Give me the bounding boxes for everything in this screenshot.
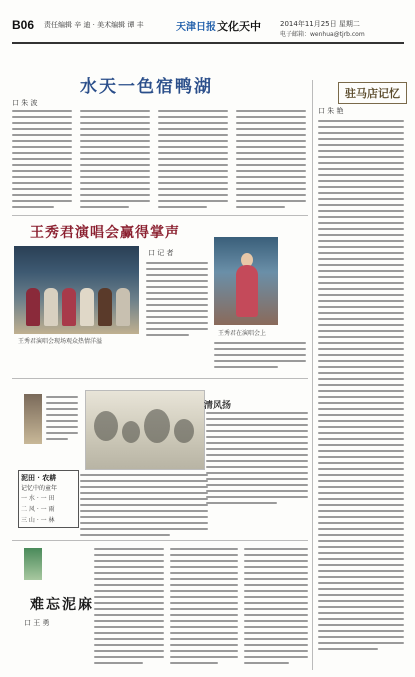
section-title: 文化天中 <box>217 20 261 33</box>
info-box-label: 记忆中的童年 <box>21 485 58 492</box>
bottom-byline: 口 王 勇 <box>24 619 50 627</box>
masthead-credits: 电子邮箱：wenhua@tjrb.com <box>280 31 365 38</box>
main-headline: 水天一色宿鸭湖 <box>80 77 213 97</box>
section-divider-2 <box>12 378 308 379</box>
masthead <box>12 18 404 54</box>
column-article <box>318 120 404 654</box>
newspaper-logo: 天津日报 <box>176 22 216 33</box>
bottom-article-col1 <box>94 548 164 668</box>
essay-title: 清风扬 <box>204 401 232 411</box>
ink-painting <box>85 390 205 470</box>
column-byline: 口 朱 艳 <box>318 107 344 115</box>
main-article-col4 <box>236 110 306 212</box>
column-title-box: 驻马店记忆 <box>338 82 407 104</box>
concert-photo <box>14 246 139 334</box>
info-box-row: 二 风 · 一 雨 <box>21 506 55 513</box>
issue-date: 2014年11月25日 星期二 <box>280 20 360 28</box>
essay-text <box>206 412 308 508</box>
section-divider-3 <box>12 540 308 541</box>
bottom-article-col2 <box>170 548 238 668</box>
main-byline: 口 朱 波 <box>12 99 38 107</box>
masthead-editors: 责任编辑 辛 迪 · 美术编辑 谭 丰 <box>44 21 144 29</box>
main-article-col1 <box>12 110 72 212</box>
painting-article <box>80 474 208 540</box>
info-box-row: 三 山 · 一 林 <box>21 517 55 524</box>
masthead-rule <box>12 42 404 44</box>
singer-photo <box>214 237 278 325</box>
info-box <box>18 470 79 528</box>
singer-photo-caption: 王秀君在演唱会上 <box>218 330 267 337</box>
main-article-col3 <box>158 110 228 212</box>
main-article-col2 <box>80 110 150 212</box>
sub-byline: 口 记 者 <box>148 249 174 257</box>
column-divider <box>312 80 313 670</box>
painting-side-text <box>46 396 78 444</box>
page-number: B06 <box>12 18 35 32</box>
concert-photo-caption: 王秀君演唱会现场观众热情洋溢 <box>18 338 103 345</box>
thumbnail-image <box>24 394 42 444</box>
section-divider-1 <box>12 215 308 216</box>
bottom-headline: 难忘泥麻 <box>30 597 94 613</box>
bottom-article-col3 <box>244 548 308 668</box>
info-box-row: 一 水 · 一 田 <box>21 495 55 502</box>
bottom-thumbnail <box>24 548 42 580</box>
sub-article <box>146 262 208 340</box>
info-box-title: 泥田 · 农耕 <box>21 473 57 482</box>
sub-headline: 王秀君演唱会赢得掌声 <box>30 225 180 241</box>
sub-article-cont <box>214 342 306 372</box>
